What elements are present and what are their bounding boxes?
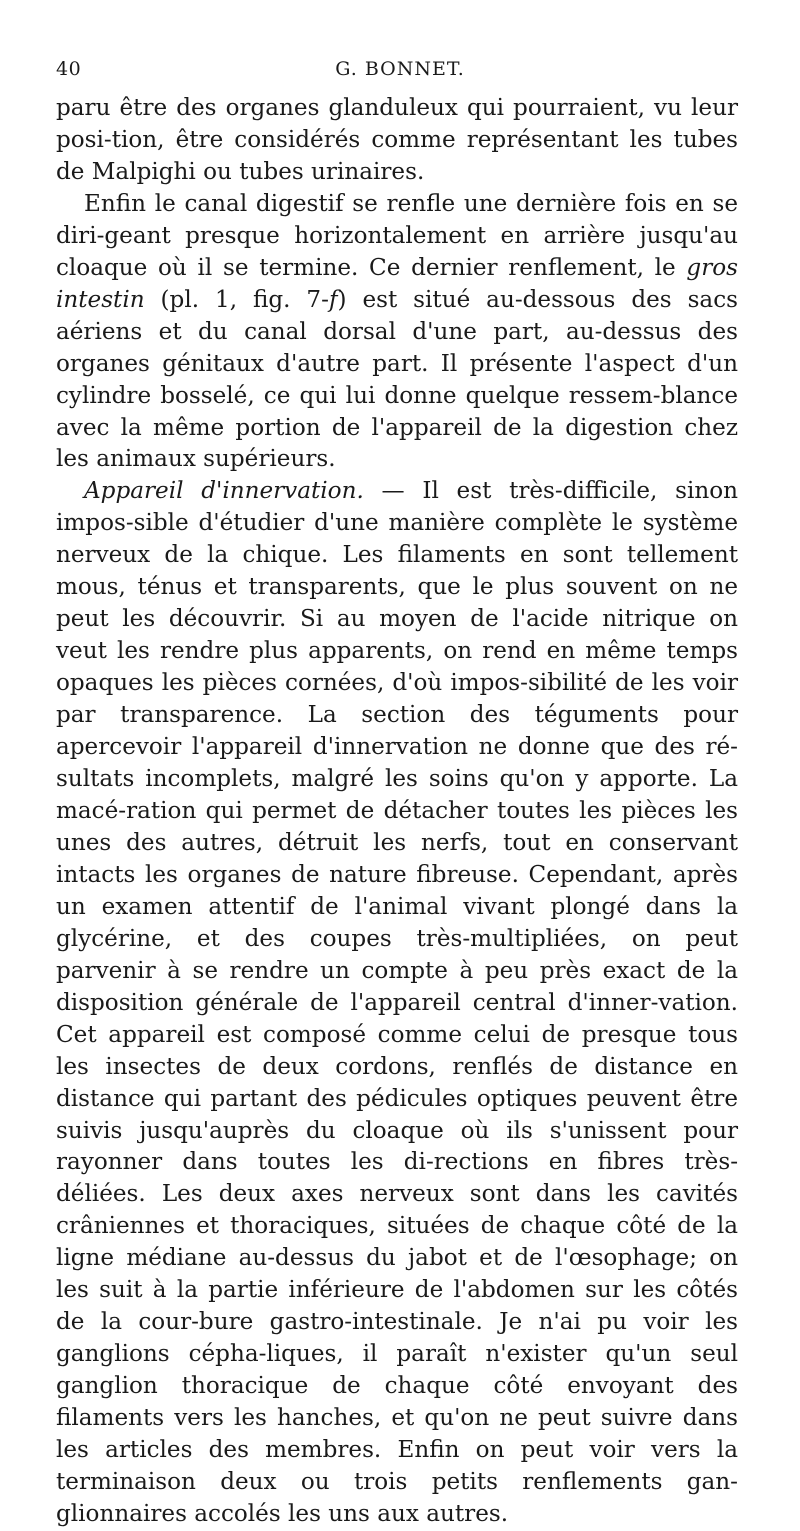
page-number: 40 — [56, 58, 82, 80]
paragraph-continuation — [56, 93, 738, 189]
italic-term-gros-intestin: gros intestin — [56, 254, 738, 313]
text-run: Enfin le canal digestif se renfle une dernière fois en se diri-geant presque horizontalement en arrière jusqu'au cloaque où il se termine. Ce dernier renflement, le — [56, 190, 738, 281]
text-run: (pl. 1, fig. 7- — [144, 286, 329, 313]
paragraph-appareil-innervation — [56, 476, 738, 1530]
italic-figure-letter: f — [328, 286, 338, 313]
paragraph-gros-intestin — [56, 189, 738, 477]
text-run: ) est situé au-dessous des sacs aériens et du canal dorsal d'une part, au-dessus des organes génitaux d'autre part. Il présente l'aspect d'un cylindre bosselé, ce qui lui donne quelque ressem-blance avec la même portion de l'appareil de la digestion chez les animaux supérieurs. — [56, 286, 738, 473]
text-run: — Il est très-difficile, sinon impos-sible d'étudier d'une manière complète le système nerveux de la chique. Les filaments en sont tellement mous, ténus et transparents, que le plus souvent on ne peut les découvrir. Si au moyen de l'acide nitrique on veut les rendre plus apparents, on rend en même temps opaques les pièces cornées, d'où impos-sibilité de les voir par transparence. La section des téguments pour apercevoir l'appareil d'innervation ne donne que des ré-sultats incomplets, malgré les soins qu'on y apporte. La macé-ration qui permet de détacher toutes les pièces les unes des autres, détruit les nerfs, tout en conservant intacts les organes de nature fibreuse. Cependant, après un examen attentif de l'animal vivant plongé dans la glycérine, et des coupes très-multipliées, on peut parvenir à se rendre un compte à peu près exact de la disposition générale de l'appareil central d'inner-vation. Cet appareil est composé comme celui de presque tous les insectes de deux cordons, renflés de distance en distance qui partant des pédicules optiques peuvent être suivis jusqu'auprès du cloaque où ils s'unissent pour rayonner dans toutes les di-rections en fibres très-déliées. Les deux axes nerveux sont dans les cavités crâniennes et thoraciques, situées de chaque côté de la ligne médiane au-dessus du jabot et de l'œsophage; on les suit à la partie inférieure de l'abdomen sur les côtés de la cour-bure gastro-intestinale. Je n'ai pu voir les ganglions cépha-liques, il paraît n'exister qu'un seul ganglion thoracique de chaque côté envoyant des filaments vers les hanches, et qu'on ne peut suivre dans les articles des membres. Enfin on peut voir vers la terminaison deux ou trois petits renflements gan-glionnaires accolés les uns aux autres. — [56, 478, 738, 1527]
running-head — [56, 58, 744, 88]
section-heading-appareil-innervation: Appareil d'innervation. — [84, 478, 364, 505]
header-author: G. BONNET. — [335, 58, 465, 80]
text-run: paru être des organes glanduleux qui pourraient, vu leur posi-tion, être considérés comme représentant les tubes de Malpighi ou tubes urinaires. — [56, 95, 738, 185]
body-text — [56, 93, 738, 1531]
